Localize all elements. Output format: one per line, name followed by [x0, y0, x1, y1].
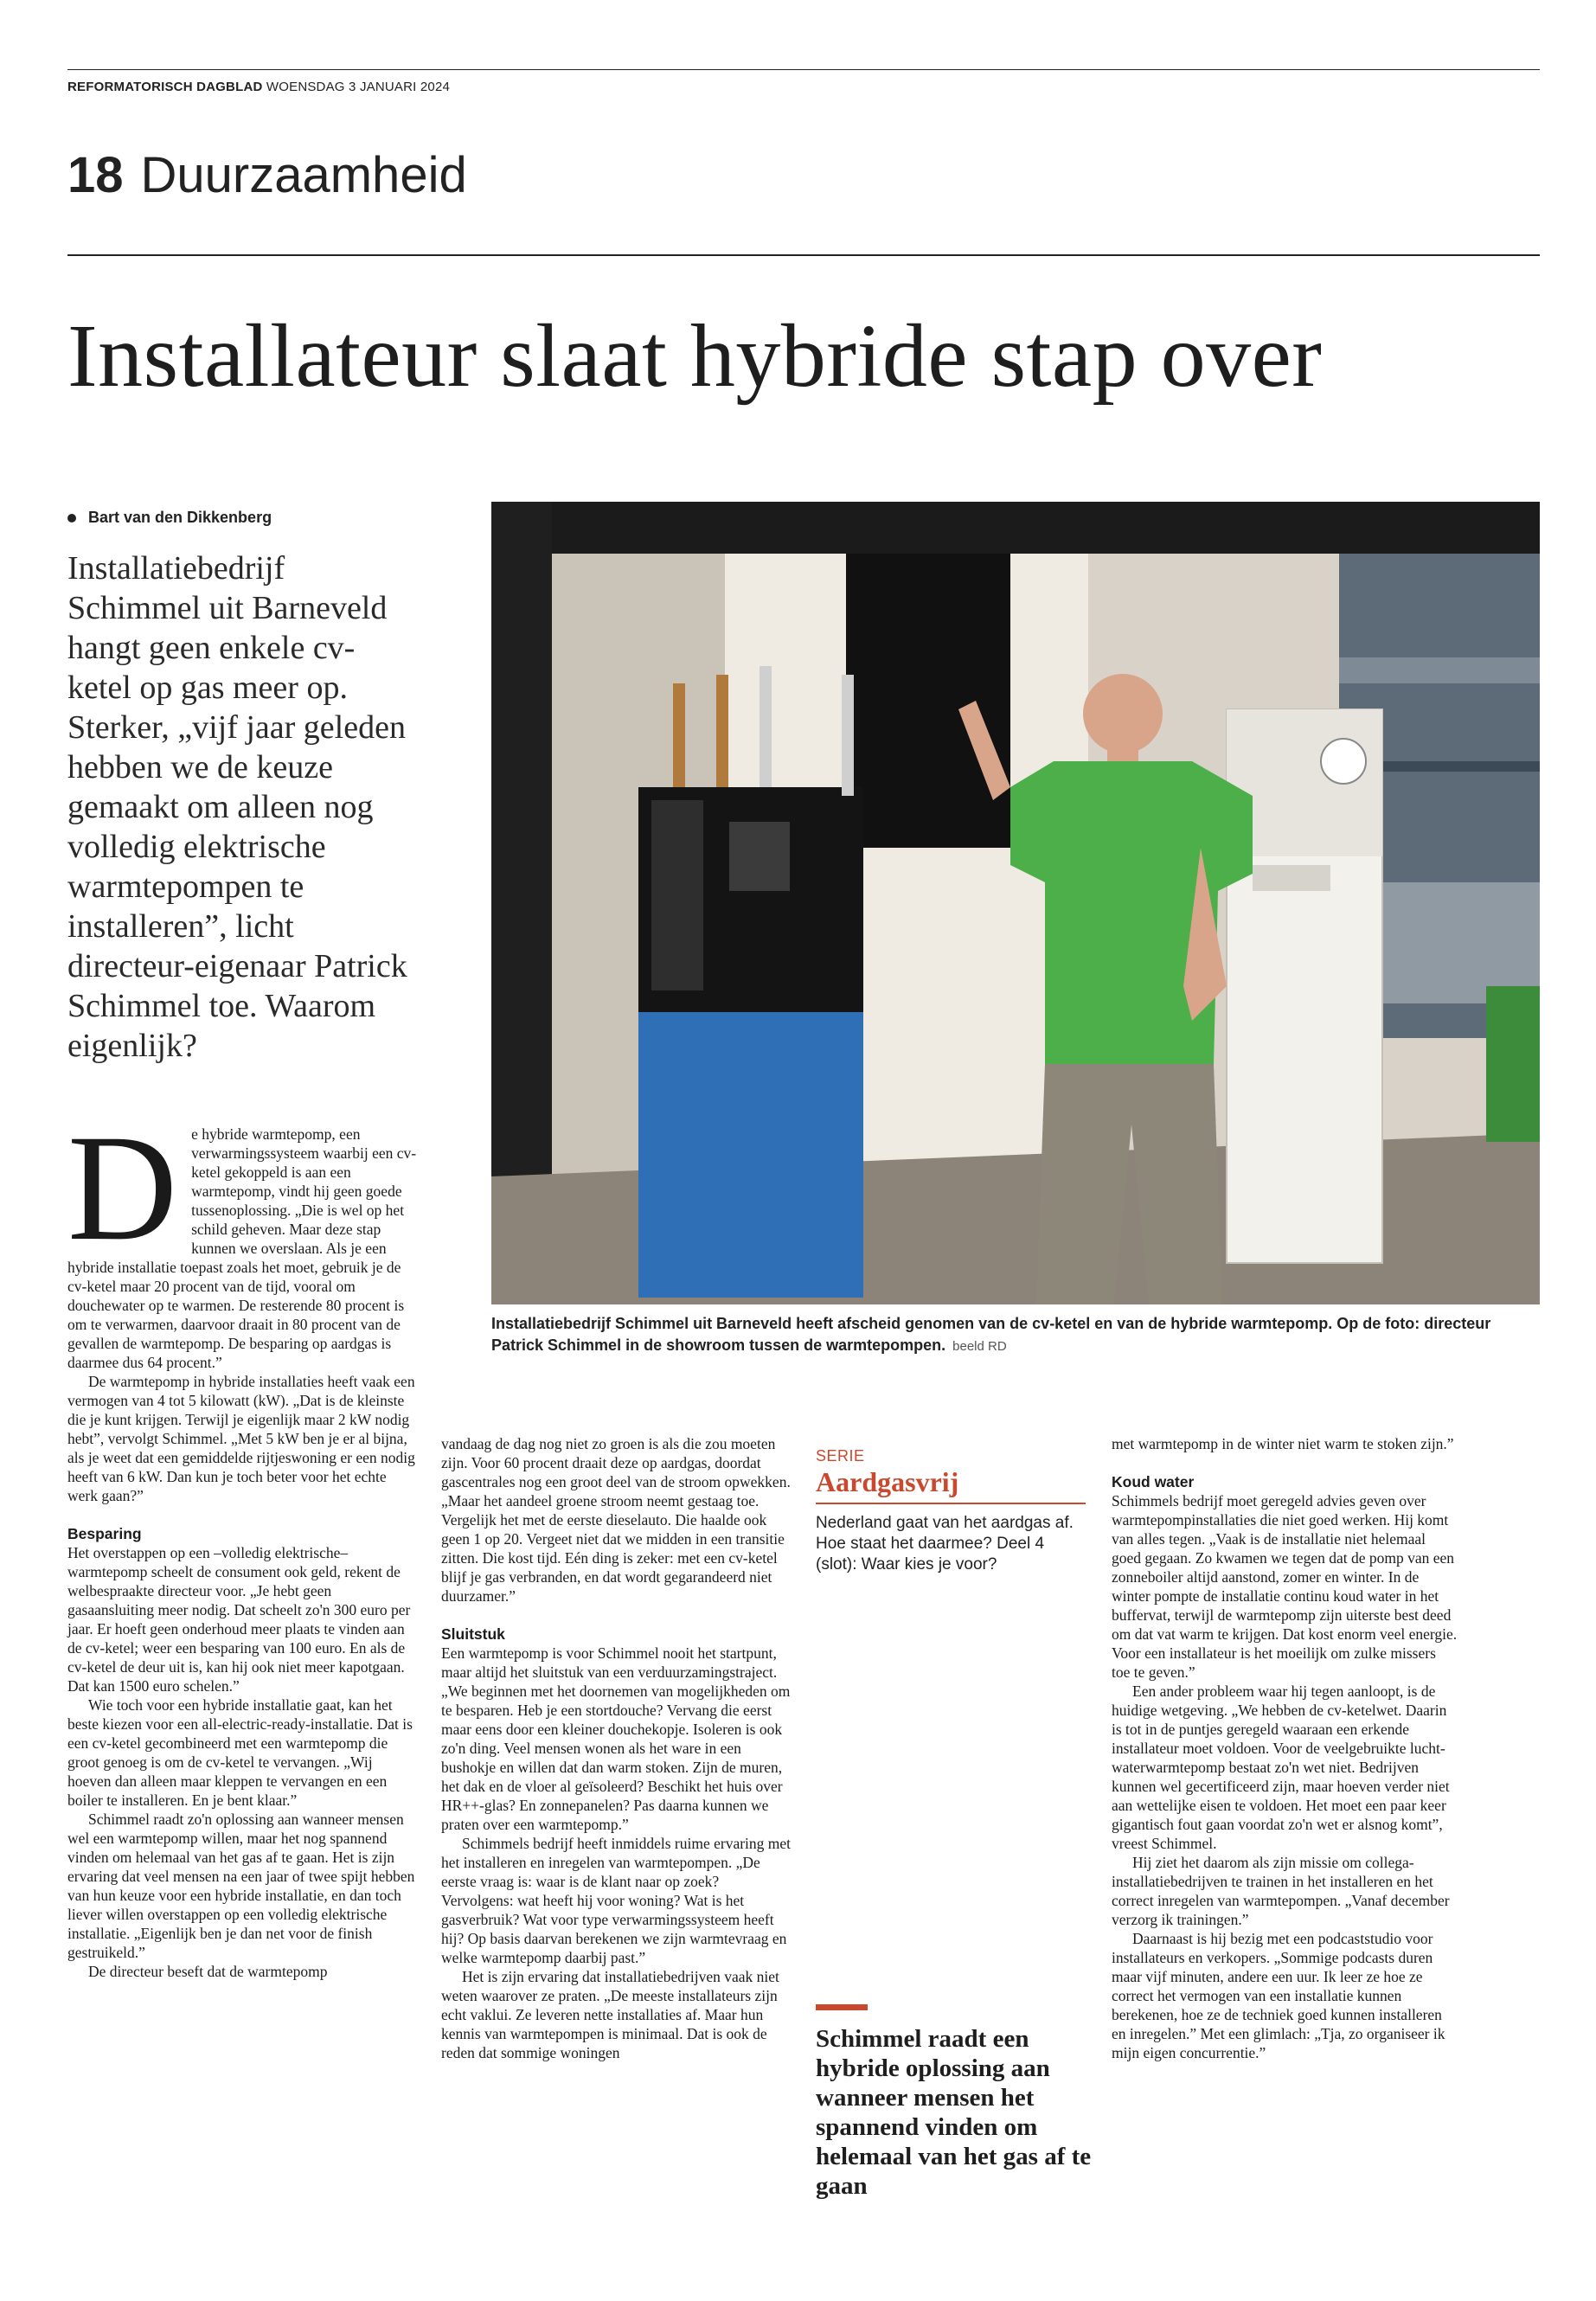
paragraph: De directeur beseft dat de warmtepomp [88, 1963, 328, 1980]
serie-divider [816, 1503, 1086, 1504]
photo-illustration [491, 502, 1540, 1304]
paragraph: vandaag de dag nog niet zo groen is als die zou moeten zijn. Voor 60 procent draait deze op aardgas, doordat gascentrales nog een groot deel van de stroom opwekken. „Maar het aandeel groene stroom neemt gestaag toe. Vergelijk het met de eerste dieselauto. Die haalde ook geen 1 op 20. Vergeet niet dat we midden in een transitie zitten. Die kost tijd. Eén ding is zeker: met een cv-ketel blijf je gas verbranden, en dat wordt gegarandeerd niet duurzamer.” [441, 1435, 791, 1605]
paragraph: Een ander probleem waar hij tegen aanloopt, is de huidige wetgeving. „We hebben de cv-ketelwet. Daarin is tot in de puntjes geregeld waaraan een erkende installateur moet voldoen. Voor de veelgebruikte lucht-waterwarmtepomp bestaat zo'n wet niet. Bedrijven kunnen wel gecertificeerd zijn, maar hoeven verder niet aan wettelijke eisen te voldoen. Het moet een paar keer gigantisch fout gaan voordat zo'n wet er alsnog komt”, vreest Schimmel. [1112, 1682, 1450, 1852]
byline-bullet [67, 514, 76, 522]
paragraph: Schimmels bedrijf moet geregeld advies geven over warmtepompinstallaties die niet goed werken. Hij komt van alles tegen. „Vaak is de installatie niet helemaal goed gegaan. Zo kwamen we tegen dat de pomp van een zonneboiler altijd aanstond, zomer en winter. In de winter pompte de installatie continu koud water in het buffervat, terwijl de warmtepomp zijn uiterste best deed om dat vat warm te krijgen. Dat kost enorm veel energie. Voor een installateur is het moeilijk om zulke missers toe te geven.” [1112, 1492, 1458, 1681]
paragraph: Schimmel raadt zo'n oplossing aan wanneer mensen wel een warmtepomp willen, maar het nog spannend vinden om helemaal van het gas af te gaan. Het is zijn ervaring dat veel mensen na een jaar of twee spijt hebben van hun keuze voor een hybride installatie, en dan toch liever willen overstappen op een volledig elektrische installatie. „Eigenlijk ben je dan net voor de finish gestruikeld.” [67, 1811, 415, 1961]
section-header [67, 145, 467, 206]
paragraph: Hij ziet het daarom als zijn missie om collega-installatiebedrijven te trainen in het installeren en het correct inregelen van warmtepompen. „Vanaf december verzorg ik trainingen.” [1112, 1854, 1450, 1928]
masthead-paper: REFORMATORISCH DAGBLAD [67, 80, 263, 94]
headline: Installateur slaat hybride stap over [67, 306, 1323, 406]
pull-quote: Schimmel raadt een hybride oplossing aan wanneer mensen het spannend vinden om helemaal van het gas af te gaan [816, 2025, 1092, 2200]
subheading-sluitstuk: Sluitstuk [441, 1625, 505, 1643]
paragraph: Het is zijn ervaring dat installatiebedrijven vaak niet weten waarover ze praten. „De meeste installateurs zijn echt vaklui. Ze leveren nette installaties af. Maar hun kennis van warmtepompen is minimaal. Dat is ook de reden dat sommige woningen [441, 1968, 779, 2061]
paragraph: Het overstappen op een –volledig elektrische– warmtepomp scheelt de consument ook geld, rekent de welbespraakte directeur voor. „Je hebt geen gasaansluiting meer nodig. Dat scheelt zo'n 300 euro per jaar. Er hoeft geen onderhoud meer plaats te vinden aan de cv-ketel; weer een besparing van 100 euro. En als de cv-ketel de deur uit is, kan hij ook niet meer kapotgaan. Dat kan 1500 euro schelen.” [67, 1544, 411, 1695]
byline [67, 509, 272, 527]
photo-credit: beeld RD [952, 1339, 1007, 1354]
photo-caption [491, 1313, 1540, 1357]
drop-cap: D [67, 1104, 178, 1272]
paragraph: Een warmtepomp is voor Schimmel nooit het startpunt, maar altijd het sluitstuk van een verduurzamingstraject. „We beginnen met het doornemen van mogelijkheden om te besparen. Heb je een stortdouche? Vervang die eerst maar eens door een kleiner douchekopje. Isoleren is ook zo'n ding. Veel mensen wonen als het ware in een bushokje en willen dat dan warm stoken. Zijn de muren, het dak en de vloer al geïsoleerd? Beschikt het huis over HR++-glas? En zonnepanelen? Pas daarna kunnen we praten over een warmtepomp.” [441, 1644, 791, 1833]
paragraph: met warmtepomp in de winter niet warm te stoken zijn.” [1112, 1435, 1454, 1452]
article-photo [491, 502, 1540, 1304]
paragraph: e hybride warmtepomp, een verwarmingssysteem waarbij een cv-ketel gekoppeld is aan een warmtepomp, vindt hij geen goede tussenoplossing. „Die is wel op het schild geheven. Maar deze stap kunnen we overslaan. Als je een hybride installatie toepast zoals het moet, gebruik je de cv-ketel maar 20 procent van de tijd, vooral om douchewater op te warmen. De resterende 80 procent is om te verwarmen, daarvoor draait in 80 procent van de gevallen de warmtepomp. De besparing op aardgas is daarmee dus 64 procent.” [67, 1125, 417, 1371]
serie-label: SERIE [816, 1447, 865, 1465]
serie-description: Nederland gaat van het aardgas af. Hoe staat het daarmee? Deel 4 (slot): Waar kies je voor? [816, 1514, 1074, 1574]
paragraph: Daarnaast is hij bezig met een podcaststudio voor installateurs en verkopers. „Sommige podcasts duren maar vijf minuten, andere een uur. Ik leer ze hoe ze correct het vermogen van een installatie kunnen berekenen, hoe ze de techniek goed kunnen installeren en inregelen.” Met een glimlach: „Tja, zo organiseer ik mijn eigen concurrentie.” [1112, 1930, 1445, 2061]
masthead [67, 80, 450, 94]
subheading-besparing: Besparing [67, 1525, 142, 1542]
section-name: Duurzaamheid [140, 147, 467, 203]
top-rule [67, 69, 1540, 70]
byline-author: Bart van den Dikkenberg [88, 509, 272, 526]
paragraph: De warmtepomp in hybride installaties heeft vaak een vermogen van 4 tot 5 kilowatt (kW). „Dat is de kleinste die je kunt krijgen. Terwijl je eigenlijk maar 2 kW nodig hebt”, vervolgt Schimmel. „Met 5 kW ben je er al bijna, als je weet dat een gemiddelde rijtjeswoning er een nodig heeft van 6 kW. Dan kun je toch beter voor het echte werk gaan?” [67, 1373, 415, 1504]
article-column-1 [67, 1104, 417, 1981]
article-column-4 [1112, 1434, 1458, 2062]
page-number: 18 [67, 147, 124, 203]
masthead-date: WOENSDAG 3 JANUARI 2024 [266, 80, 451, 94]
paragraph: Wie toch voor een hybride installatie gaat, kan het beste kiezen voor een all-electric-ready-installatie. Dat is een cv-ketel gecombineerd met een warmtepomp die groot genoeg is om de cv-ketel te vervangen. „Wij hoeven dan alleen maar kleppen te vervangen en een boiler te installeren. En je bent klaar.” [67, 1696, 413, 1809]
serie-title: Aardgasvrij [816, 1466, 959, 1497]
caption-text: Installatiebedrijf Schimmel uit Barneveld heeft afscheid genomen van de cv-ketel en van de hybride warmtepomp. Op de foto: directeur Patrick Schimmel in de showroom tussen de warmtepompen. [491, 1315, 1491, 1354]
intro-lead: Installatiebedrijf Schimmel uit Barneveld hangt geen enkele cv-ketel op gas meer op. Sterker, „vijf jaar geleden hebben we de keuze gemaakt om alleen nog volledig elektrische warmtepompen te installeren”, licht directeur-eigenaar Patrick Schimmel toe. Waarom eigenlijk? [67, 550, 407, 1064]
quote-accent-bar [816, 2004, 868, 2010]
subheading-koud-water: Koud water [1112, 1473, 1195, 1490]
article-column-2 [441, 1434, 792, 2062]
paragraph: Schimmels bedrijf heeft inmiddels ruime ervaring met het installeren en inregelen van warmtepompen. „De eerste vraag is: waar is de klant naar op zoek? Vervolgens: wat heeft hij voor woning? Wat is het gasverbruik? Wat voor type verwarmingssysteem heeft hij? Op basis daarvan berekenen we zijn warmtevraag en welke warmtepomp daarbij past.” [441, 1835, 792, 1966]
section-rule [67, 254, 1540, 256]
